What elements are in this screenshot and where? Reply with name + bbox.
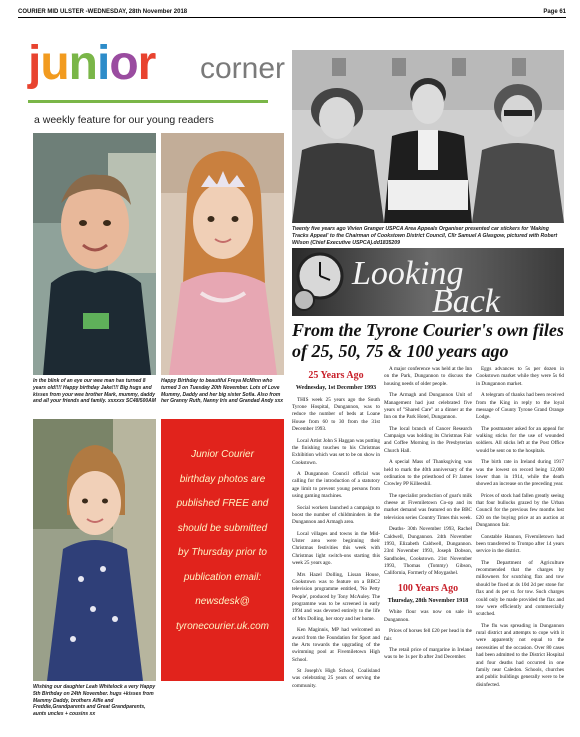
caption-girl-birthday: Happy Birthday to beautiful Freya McMinn who turned 3 on Tuesday 20th November. Lots of Love Mummy, Daddy and her big sister Sofia. Also from her Granny Ruth, Nanny Iris and Grandad Andy xxx xyxy=(161,378,284,405)
caption-boy: In the blink of an eye our wee man has turned 8 years old!!!! Happy birthday Jake!!!! Big hugs and kisses from your wee brother Mark, mummy, daddy and all your friends and family. xxxxxx SC48/500AM xyxy=(33,378,156,405)
issue-date: Thursday, 28th November 1918 xyxy=(387,597,469,604)
article-paragraph: A special Mass of Thanksgiving was held to mark the 40th anniversary of the ordination to the priesthood of Fr James Crowley PP Killeeshil. xyxy=(384,459,472,488)
article-paragraph: Prices of horses fell £20 per head in the fair. xyxy=(384,628,472,642)
article-paragraph: Local Artist John S Haggan was putting the finishing touches to his Christmas Exhibition which was set to be on show in Cookstown. xyxy=(292,437,380,466)
looking-back-word-1: Looking xyxy=(352,255,464,292)
article-paragraph: THIS week 25 years ago the South Tyrone Hospital, Dungannon, was to reduce the number of beds at Loane House from 60 to 30 from the 31st December 1993. xyxy=(292,396,380,433)
photo-boy xyxy=(33,133,156,375)
article-paragraph: Prices of stock had fallen greatly seeing that four bullocks grazed by the Urban Council for the previous few months lost £20 on the buying price at an auction at Dungannon fair. xyxy=(476,492,564,529)
promo-email-line: tyronecourier.uk.com xyxy=(176,620,269,632)
article-paragraph: The specialist production of goat's milk cheese at Fivemiletown Co-op and its market demand was featured on the BBC television series Country Times this week. xyxy=(384,492,472,521)
promo-line: Junior Courier xyxy=(191,449,254,460)
header-page-number: Page 61 xyxy=(543,8,566,15)
year-heading: 25 Years Ago xyxy=(308,370,364,381)
promo-line: by Thursday prior to xyxy=(178,547,267,558)
article-paragraph: Eggs advances to 5s per dozen in Cookstown market while they were 5s 6d in Dungannon market. xyxy=(476,366,564,387)
logo-tagline: a weekly feature for our young readers xyxy=(34,114,214,126)
promo-line: publication email: xyxy=(183,571,262,583)
article-paragraph: A Dungannon Council official was calling for the introduction of a statutory age limit to prevent young persons from using gaming machines. xyxy=(292,471,380,500)
junior-corner-logo xyxy=(28,37,288,130)
article-paragraph: The postmaster asked for an appeal for walking sticks for the use of wounded soldiers. All sticks left at the Post Office would be sent on to the hospitals. xyxy=(476,425,564,454)
logo-underline xyxy=(28,100,268,103)
article-column-2 xyxy=(384,366,472,666)
looking-back-image xyxy=(292,248,564,316)
header-publication: COURIER MID ULSTER -WEDNESDAY, 28th November 2018 xyxy=(18,8,188,15)
girl-dress-photo-image xyxy=(33,419,156,681)
birthday-photos-promo xyxy=(161,419,284,681)
article-paragraph: Social workers launched a campaign to boost the number of childminders in the Dungannon and Armagh area. xyxy=(292,504,380,526)
article-paragraph: St Joseph's High School, Coalisland was celebrating 25 years of serving the community. xyxy=(292,668,380,689)
page-header xyxy=(18,6,566,18)
article-paragraph: A major conference was held at the Inn on the Park, Dungannon to discuss the housing needs of older people. xyxy=(384,366,472,387)
issue-date: Wednesday, 1st December 1993 xyxy=(295,385,377,392)
logo-corner-text: corner xyxy=(200,52,286,85)
article-paragraph: A telegram of thanks had been received from the King in reply to the loyal message of County Tyrone Grand Orange Lodge. xyxy=(476,392,564,421)
article-column-3 xyxy=(476,366,564,693)
article-paragraph: The local branch of Cancer Research Campaign was holding its Christmas Fair and Coffee Morning in the Presbyterian Church Hall. xyxy=(384,425,472,454)
article-paragraph: The retail price of margarine in Ireland was to be 1s per lb after 2nd December. xyxy=(384,646,472,661)
promo-line: birthday photos are xyxy=(179,473,266,485)
article-paragraph: Mrs Hazel Dolling, Lissan House, Cookstown was to feature on a BBC2 television programme entitled, 'No Petty People', produced by Tony McAuley. The programme was to be screened in early 1994 and was devoted entirely to the life of Mrs Dolling, her story and her home. xyxy=(292,571,380,622)
looking-back-word-2: Back xyxy=(432,283,500,316)
boy-photo-image xyxy=(33,133,156,375)
files-heading: From the Tyrone Courier's own files of 25, 50, 75 & 100 years ago xyxy=(292,320,564,361)
article-paragraph: Deaths- 30th November 1993, Rachel Caldwell, Dungannon. 24th November 1993, Elizabeth Caldwell, Dungannon. 23rd November 1993, Joseph Dobson, Sandholes, Cookstown. 21st November 1993, Thomas (Tommy) Gibson, California, Formerly of Moygashel. xyxy=(384,526,472,577)
article-paragraph: Constable Hannon, Fivemiletown had been transferred to Trompo after 14 years service in the district. xyxy=(476,533,564,555)
photo-girl-birthday xyxy=(161,133,284,375)
photo-girl-dress xyxy=(33,419,156,681)
article-paragraph: Ken Maginnis, MP had welcomed an award from the Foundation for Sport and the Arts towards the upgrading of the swimming pool at Fivemiletown High School. xyxy=(292,627,380,663)
article-paragraph: Local villages and towns in the Mid-Ulster area were beginning their Christmas festivities this week with Christmas light switch-ons starting this week 25 years ago. xyxy=(292,530,380,567)
promo-line: published FREE and xyxy=(176,498,269,509)
article-paragraph: The Department of Agriculture recommended that the charges by millowners for scutching flax and tow should be fixed at 4s 10d 2d per stone for flax and 4s per st. for tow. Such charges could only be made provided the flax and tow were efficiently and commercially scutched. xyxy=(476,559,564,618)
photo-uspca-group xyxy=(292,50,564,223)
article-paragraph: The flu was spreading in Dungannon rural district and attempts to cope with it were apparently not equal to the necessities of the occasion. Over 80 cases had been admitted to the District Hospital and four deaths had occurred in one family near Caledon. Schools, churches and public buildings generally were to be disinfected. xyxy=(476,622,564,688)
caption-uspca-group: Twenty five years ago Vivien Granger USPCA Area Appeals Organiser presented car stickers for 'Making Tracks Appeal' to the Chairman of Cookstown District Council, Cllr Samuel A Glasgow, pictured with Robert Wilson (Chief Executive USPCA).dd1835209 xyxy=(292,226,558,247)
article-paragraph: The Armagh and Dungannon Unit of Management had just celebrated five years of "Shared Care" at a dinner at the Inn on the Park Hotel, Dungannon. xyxy=(384,392,472,421)
year-heading: 100 Years Ago xyxy=(397,582,459,594)
group-photo-image xyxy=(292,50,564,223)
article-paragraph: White flour was now on sale in Dungannon. xyxy=(384,609,472,623)
article-paragraph: The birth rate in Ireland during 1917 was the lowest on record being 12,000 lower than in 1914, while the death showed an increase on the preceding year. xyxy=(476,459,564,488)
girl-birthday-photo-image xyxy=(161,133,284,375)
looking-back-banner xyxy=(292,248,564,316)
promo-line: should be submitted xyxy=(177,522,268,534)
promo-email-line: newsdesk@ xyxy=(195,596,250,607)
logo-junior-text: junior xyxy=(28,37,156,90)
article-column-1 xyxy=(292,366,380,694)
caption-girl-dress: Wishing our daughter Leah Whitelock a very Happy 5th Birthday on 24th November. hugs +kisses from Mammy Daddy, brothers Alfie and Freddie,Grandparents and Great Grandparents, aunts uncles + cousins xx xyxy=(33,684,156,717)
